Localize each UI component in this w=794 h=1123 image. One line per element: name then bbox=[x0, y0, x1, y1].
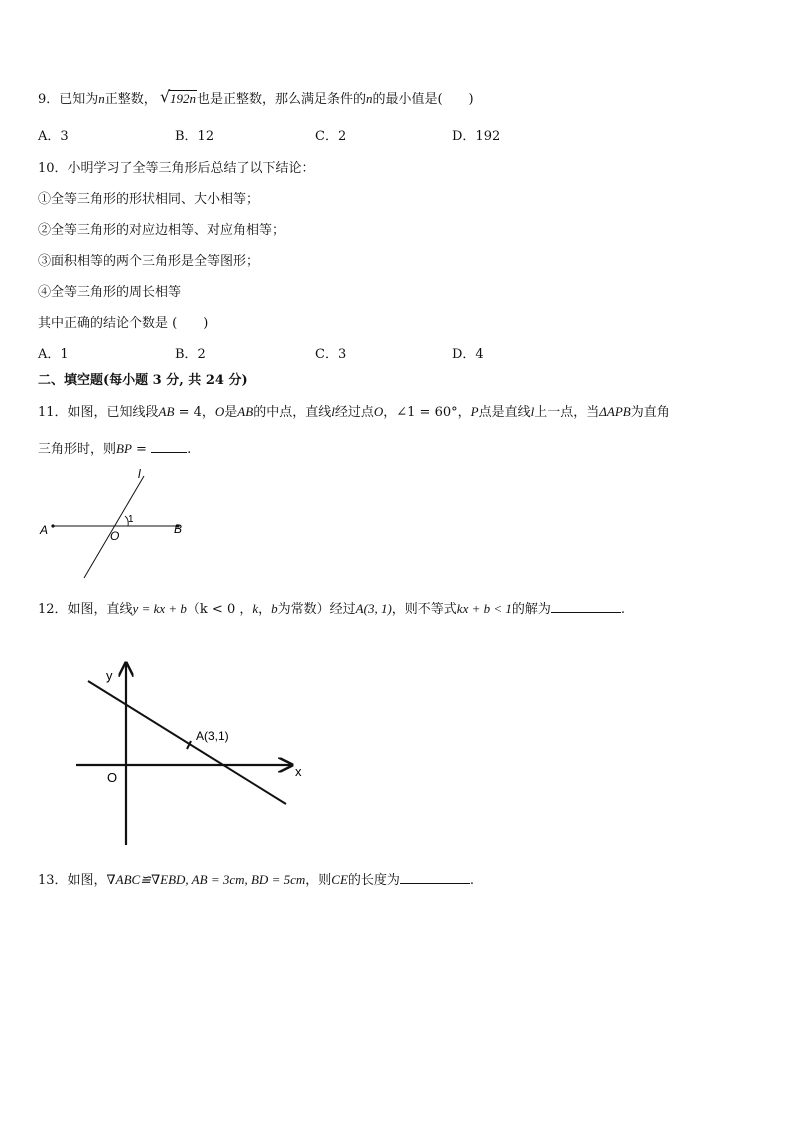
q11-figure bbox=[36, 466, 206, 582]
q12-inequality: kx + b < 1 bbox=[456, 601, 512, 616]
q9-var-n: n bbox=[365, 91, 373, 106]
label-angle-1: 1 bbox=[128, 514, 134, 525]
q9-option-a: A．3 bbox=[38, 129, 69, 144]
q11-text: 上一点，当 bbox=[534, 405, 600, 420]
q10-item-3: ③面积相等的两个三角形是全等图形； bbox=[38, 254, 260, 269]
line-y-kx-b bbox=[88, 681, 286, 804]
section-title: 二、填空题(每小题 3 分, 共 24 分) bbox=[38, 373, 248, 388]
line-l bbox=[84, 476, 144, 578]
q13-text: ，则 bbox=[305, 873, 332, 888]
label-point-a: A(3,1) bbox=[196, 729, 229, 743]
q9-text: 的最小值是( ) bbox=[372, 92, 474, 107]
q10-question: 其中正确的结论个数是 ( ) bbox=[38, 316, 209, 331]
q12-b: b bbox=[271, 601, 278, 616]
q12-text: 12．如图，直线 bbox=[38, 602, 133, 617]
q9-text: 正整数， bbox=[104, 92, 157, 107]
q10-option-d: D．4 bbox=[452, 347, 484, 362]
q12-answer-blank[interactable] bbox=[551, 600, 621, 613]
label-b: B bbox=[174, 522, 183, 536]
q12-text: . bbox=[620, 602, 626, 617]
q13-text: 的长度为 bbox=[347, 873, 400, 888]
q11-l: l bbox=[530, 404, 535, 419]
q11-text: 11．如图，已知线段 bbox=[38, 405, 159, 420]
q11-text: = 4 bbox=[174, 405, 202, 420]
q12-k: k bbox=[252, 601, 259, 616]
q10-option-b: B．2 bbox=[175, 347, 206, 362]
q12-figure bbox=[70, 655, 320, 851]
q11-triangle: ΔAPB bbox=[599, 404, 631, 419]
q12-equation: y = kx + b bbox=[132, 601, 187, 616]
q12-text: ，则不等式 bbox=[391, 602, 457, 617]
label-o: O bbox=[107, 770, 118, 785]
q11-bp: BP bbox=[116, 441, 132, 456]
q10-option-a: A．1 bbox=[38, 347, 69, 362]
q12-text: 的解为 bbox=[511, 602, 551, 617]
q11-o: O bbox=[373, 404, 384, 419]
q11-stem-line2 bbox=[38, 438, 191, 457]
q10-option-c: C．3 bbox=[315, 347, 347, 362]
q10-item-4: ④全等三角形的周长相等 bbox=[38, 285, 182, 300]
q13-text: 13．如图， bbox=[38, 873, 107, 888]
q11-ab: AB bbox=[158, 404, 175, 419]
label-x: x bbox=[295, 764, 302, 779]
q13-expression: ∇ABC≌∇EBD, AB = 3cm, BD = 5cm bbox=[106, 872, 306, 887]
q11-p: P bbox=[470, 404, 479, 419]
q9-stem bbox=[38, 88, 474, 107]
q11-text: 点是直线 bbox=[478, 405, 531, 420]
label-y: y bbox=[106, 668, 113, 683]
q13-answer-blank[interactable] bbox=[400, 871, 470, 884]
q12-text: ， bbox=[258, 602, 272, 617]
q11-l: l bbox=[331, 404, 335, 419]
label-a: A bbox=[40, 523, 49, 537]
q11-text: ， bbox=[383, 405, 397, 420]
q11-text: ， bbox=[201, 405, 215, 420]
q9-option-c: C．2 bbox=[315, 129, 347, 144]
radical-sign-icon: √ bbox=[159, 87, 171, 106]
point-a bbox=[51, 524, 54, 527]
q10-item-2: ②全等三角形的对应边相等、对应角相等； bbox=[38, 223, 286, 238]
q11-text: 经过点 bbox=[334, 405, 374, 420]
q9-radicand: 192n bbox=[169, 91, 196, 106]
q12-stem bbox=[38, 598, 625, 617]
q11-angle: ∠1 = 60° bbox=[396, 405, 458, 420]
q11-text: . bbox=[187, 442, 192, 457]
label-o: O bbox=[110, 529, 120, 543]
q11-text: 为直角 bbox=[630, 405, 670, 420]
q11-o: O bbox=[214, 404, 225, 419]
q11-ab: AB bbox=[237, 404, 254, 419]
q10-stem: 10．小明学习了全等三角形后总结了以下结论： bbox=[38, 161, 315, 176]
q13-ce: CE bbox=[331, 872, 348, 887]
q9-var-n: n bbox=[98, 91, 105, 106]
q9-text: 也是正整数，那么满足条件的 bbox=[196, 92, 366, 107]
q11-text: 三角形时，则 bbox=[38, 442, 117, 457]
q9-option-b: B．12 bbox=[175, 129, 215, 144]
q11-text: 是 bbox=[224, 405, 238, 420]
q12-point: A(3, 1) bbox=[355, 601, 392, 616]
label-l: l bbox=[138, 467, 141, 481]
q9-sqrt bbox=[159, 87, 197, 107]
q9-text: 9．已知为 bbox=[38, 92, 99, 107]
q11-text: 的中点，直线 bbox=[253, 405, 332, 420]
q11-text: = bbox=[131, 442, 152, 457]
q9-option-d: D．192 bbox=[452, 129, 501, 144]
q11-answer-blank[interactable] bbox=[151, 440, 187, 453]
q13-stem bbox=[38, 869, 474, 888]
q11-stem bbox=[38, 401, 670, 420]
q10-item-1: ①全等三角形的形状相同、大小相等； bbox=[38, 192, 260, 207]
q12-text: （k < 0 ， bbox=[186, 602, 253, 617]
q11-text: ， bbox=[457, 405, 471, 420]
q13-text: . bbox=[469, 873, 475, 888]
q12-text: 为常数）经过 bbox=[277, 602, 356, 617]
